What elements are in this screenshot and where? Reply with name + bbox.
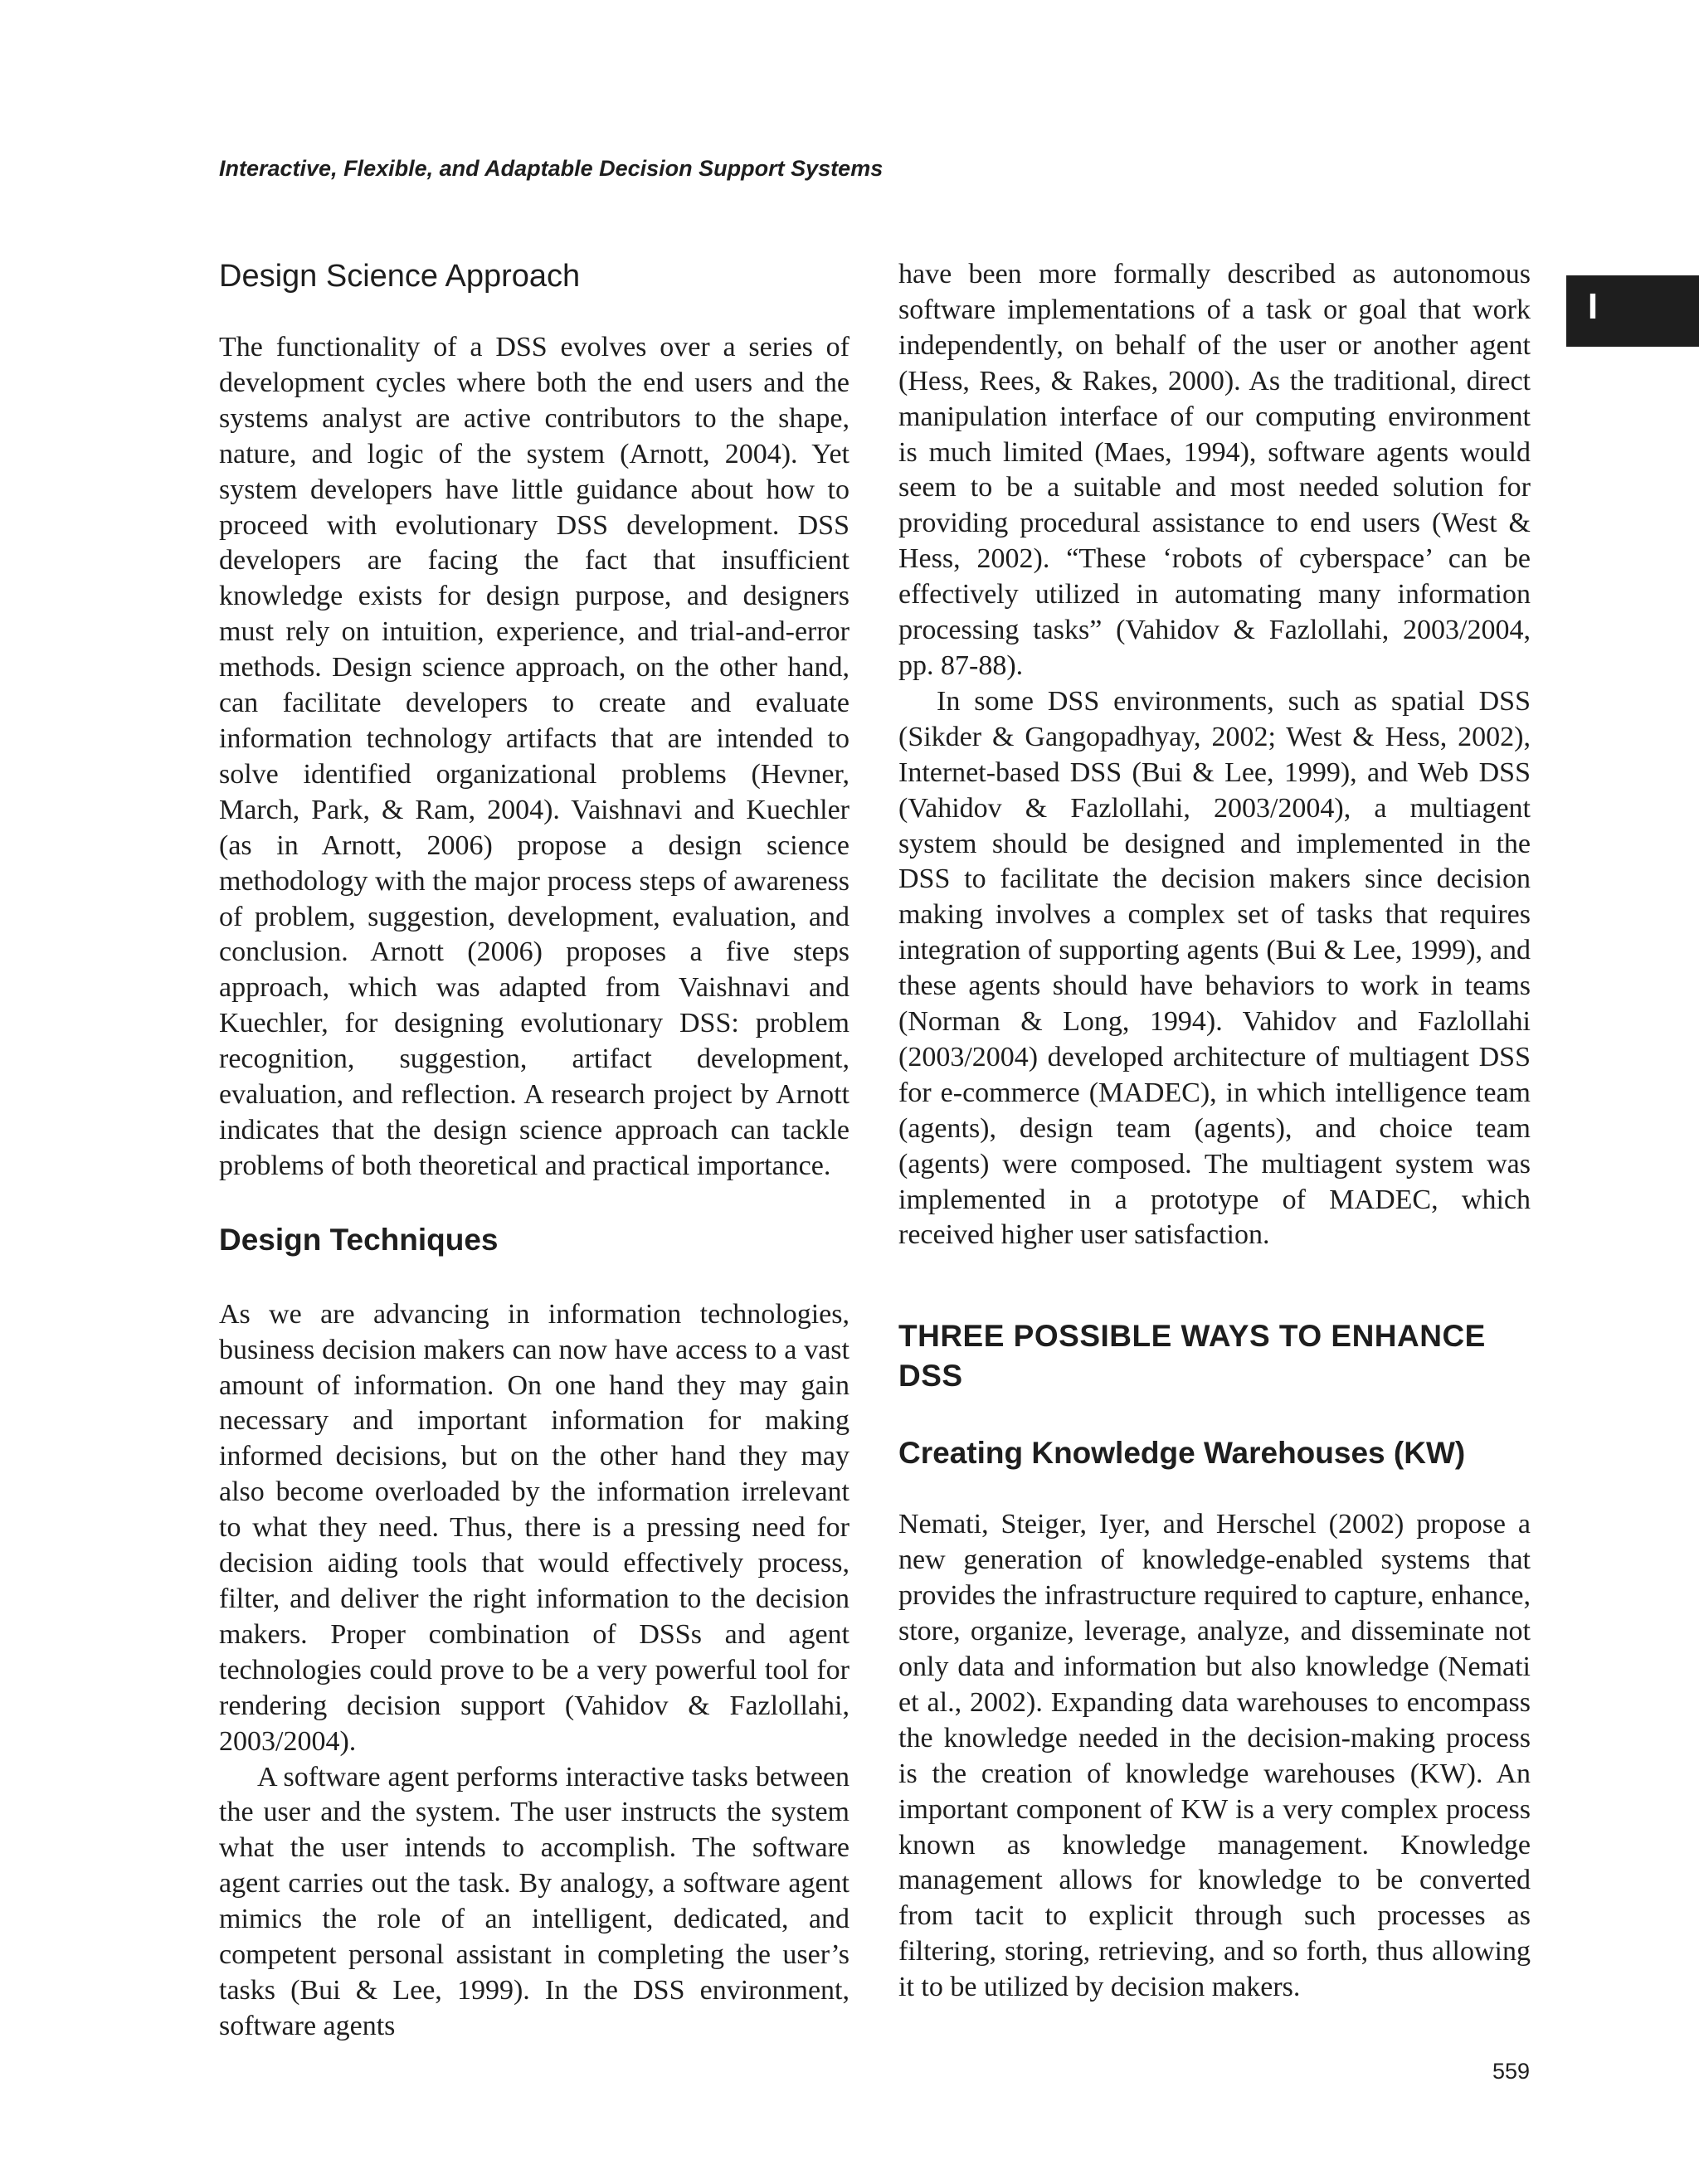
paragraph-multiagent: In some DSS environments, such as spatial DSS (Sikder & Gangopadhyay, 2002; West & Hess, 2002), Internet-based DSS (Bui & Lee, 1999), and Web DSS (Vahidov & Fazlollahi, 2003/2004), a multiagent system should be designed and implemented in the DSS to facilitate the decision makers since decision making involves a complex set of tasks that requires integration of supporting agents (Bui & Lee, 1999), and these agents should have behaviors to work in teams (Norman & Long, 1994). Vahidov and Fazlollahi (2003/2004) developed architecture of multiagent DSS for e-commerce (MADEC), in which intelligence team (agents), design team (agents), and choice team (agents) were composed. The multiagent system was implemented in a prototype of MADEC, which received higher user satisfaction.	[898, 685, 1531, 1251]
section-thumb-tab	[1566, 275, 1699, 347]
paragraph-design-techniques-1: As we are advancing in information technologies, business decision makers can now have access to a vast amount of information. On one hand they may gain necessary and important information for making informed decisions, but on the other hand they may also become overloaded by the information irrelevant to what they need. Thus, there is a pressing need for decision aiding tools that would effectively process, filter, and deliver the right information to the decision makers. Proper combination of DSSs and agent technologies could prove to be a very powerful tool for rendering decision support (Vahidov & Fazlollahi, 2003/2004).	[219, 1298, 850, 1757]
left-column	[219, 257, 850, 2045]
paragraph-design-techniques-2: A software agent performs interactive tasks between the user and the system. The user instructs the system what the user intends to accomplish. The software agent carries out the task. By analogy, a software agent mimics the role of an intelligent, dedicated, and competent personal assistant in completing the user’s tasks (Bui & Lee, 1999). In the DSS environment, software agents	[219, 1761, 850, 2041]
section-heading-design-techniques: Design Techniques	[219, 1222, 499, 1257]
paragraph-software-agents: have been more formally described as autonomous software implementations of a task or goal that work independently, on behalf of the user or another agent (Hess, Rees, & Rakes, 2000). As the traditional, direct manipulation interface of our computing environment is much limited (Maes, 1994), software agents would seem to be a suitable and most needed solution for providing procedural assistance to end users (West & Hess, 2002). “These ‘robots of cyberspace’ can be effectively utilized in automating many information processing tasks” (Vahidov & Fazlollahi, 2003/2004, pp. 87-88).	[898, 259, 1531, 681]
section-heading-design-science: Design Science Approach	[219, 259, 581, 294]
running-header: Interactive, Flexible, and Adaptable Decision Support Systems	[219, 156, 884, 181]
paragraph-knowledge-warehouses: Nemati, Steiger, Iyer, and Herschel (2002) propose a new generation of knowledge-enabled systems that provides the infrastructure required to capture, enhance, store, organize, leverage, analyze, and disseminate not only data and information but also knowledge (Nemati et al., 2002). Expanding data warehouses to encompass the knowledge needed in the decision-making process is the creation of knowledge warehouses (KW). An important component of KW is a very complex process known as knowledge management. Knowledge management allows for knowledge to be converted from tacit to explicit through such processes as filtering, storing, retrieving, and so forth, thus allowing it to be utilized by decision makers.	[898, 1509, 1531, 2003]
right-column	[898, 257, 1531, 2006]
section-heading-three-ways: THREE POSSIBLE WAYS TO ENHANCE DSS	[898, 1319, 1486, 1394]
section-heading-knowledge-warehouses: Creating Knowledge Warehouses (KW)	[898, 1436, 1466, 1471]
page-number: 559	[1492, 2059, 1530, 2084]
paragraph-design-science: The functionality of a DSS evolves over a series of development cycles where both the end users and the systems analyst are active contributors to the shape, nature, and logic of the system (Arnott, 2004). Yet system developers have little guidance about how to proceed with evolutionary DSS development. DSS developers are facing the fact that insufficient knowledge exists for design purpose, and designers must rely on intuition, experience, and trial-and-error methods. Design science approach, on the other hand, can facilitate developers to create and evaluate information technology artifacts that are intended to solve identified organizational problems (Hevner, March, Park, & Ram, 2004). Vaishnavi and Kuechler (as in Arnott, 2006) propose a design science methodology with the major process steps of awareness of problem, suggestion, development, evaluation, and conclusion. Arnott (2006) proposes a five steps approach, which was adapted from Vaishnavi and Kuechler, for designing evolutionary DSS: problem recognition, suggestion, artifact development, evaluation, and reflection. A research project by Arnott indicates that the design science approach can tackle problems of both theoretical and practical importance.	[219, 332, 850, 1181]
thumb-tab-letter: I	[1587, 286, 1599, 327]
